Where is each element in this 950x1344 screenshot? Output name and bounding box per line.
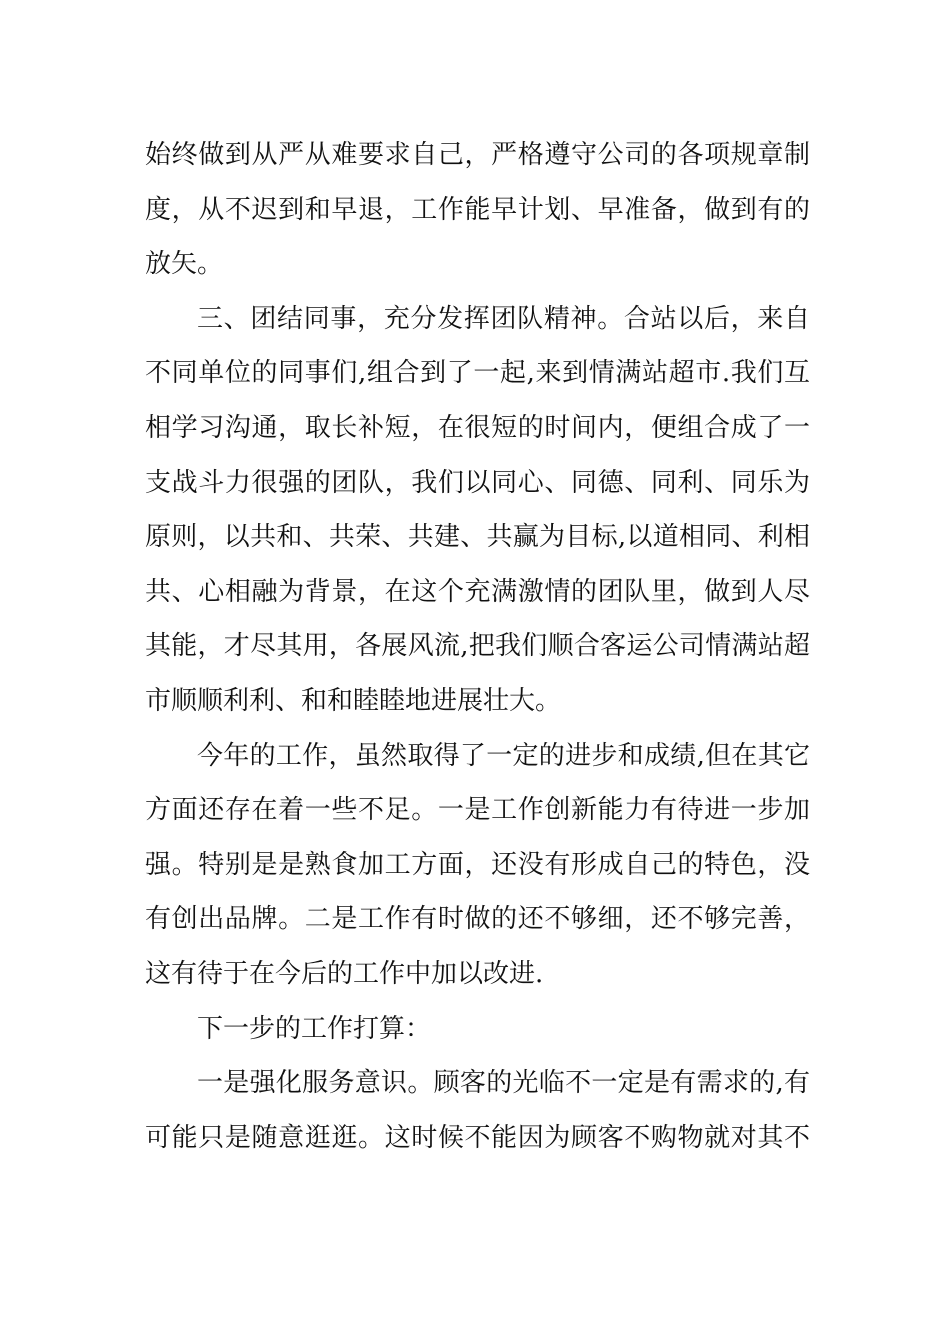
text-line: 原则，以共和、共荣、共建、共赢为目标,以道相同、利相 <box>145 522 810 553</box>
text-line: 共、心相融为背景，在这个充满激情的团队里，做到人尽 <box>145 576 810 607</box>
text-line: 其能，才尽其用，各展风流,把我们顺合客运公司情满站超 <box>145 631 810 662</box>
paragraph-start-line: 一是强化服务意识。顾客的光临不一定是有需求的,有 <box>197 1068 810 1099</box>
paragraph-start-line: 今年的工作，虽然取得了一定的进步和成绩,但在其它 <box>197 740 810 771</box>
text-line: 有创出品牌。二是工作有时做的还不够细，还不够完善， <box>145 904 810 935</box>
paragraph-start-line: 下一步的工作打算： <box>197 1013 432 1044</box>
body-text <box>145 128 810 1165</box>
text-line: 强。特别是是熟食加工方面，还没有形成自己的特色，没 <box>145 849 810 880</box>
text-line: 市顺顺利利、和和睦睦地进展壮大。 <box>145 685 562 716</box>
text-line: 不同单位的同事们,组合到了一起,来到情满站超市.我们互 <box>145 358 810 389</box>
text-line: 支战斗力很强的团队，我们以同心、同德、同利、同乐为 <box>145 467 810 498</box>
text-line: 相学习沟通，取长补短，在很短的时间内，便组合成了一 <box>145 412 810 443</box>
text-line: 可能只是随意逛逛。这时候不能因为顾客不购物就对其不 <box>145 1122 810 1153</box>
text-line: 度，从不迟到和早退，工作能早计划、早准备，做到有的 <box>145 194 810 225</box>
text-line: 始终做到从严从难要求自己，严格遵守公司的各项规章制 <box>145 140 810 170</box>
paragraph-start-line: 三、团结同事，充分发挥团队精神。合站以后，来自 <box>197 303 810 334</box>
text-line: 方面还存在着一些不足。一是工作创新能力有待进一步加 <box>145 795 810 826</box>
text-line: 放矢。 <box>145 249 224 280</box>
text-line: 这有待于在今后的工作中加以改进. <box>145 958 544 989</box>
